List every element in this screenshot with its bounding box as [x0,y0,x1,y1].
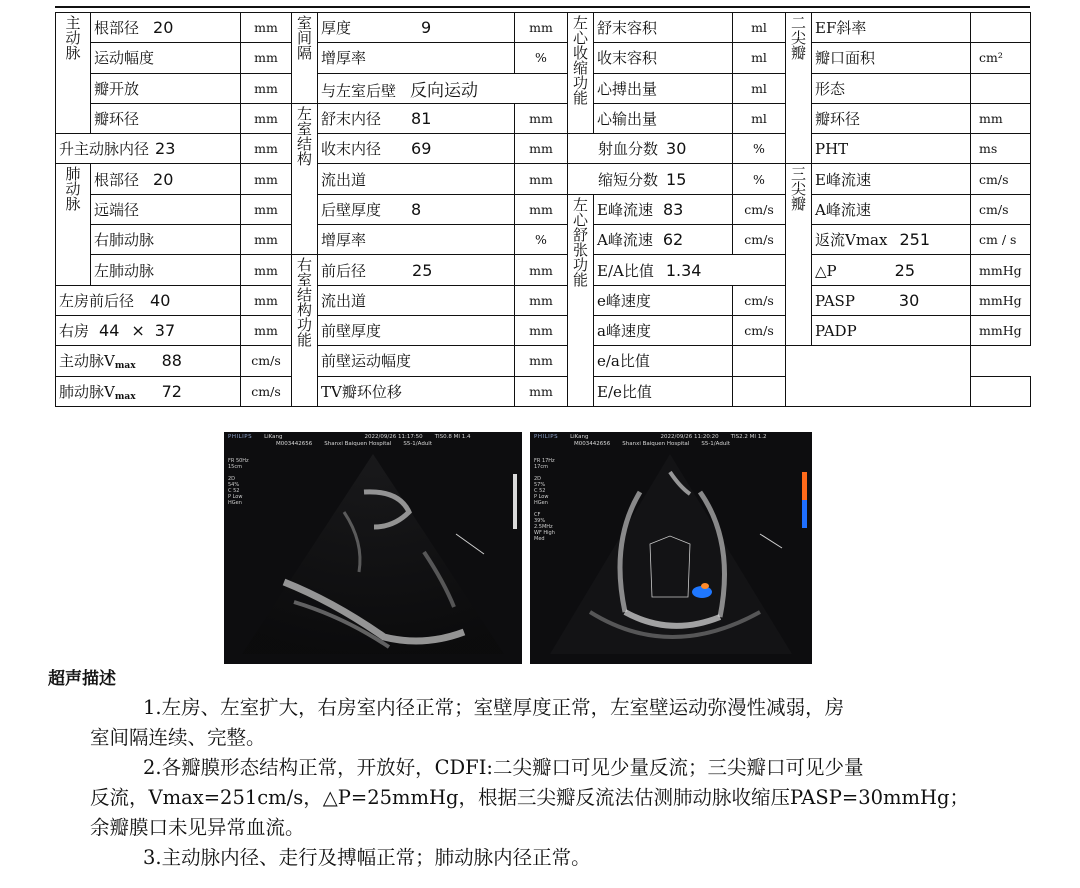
unit: ml [733,43,786,73]
ascending-aorta-cell: 升主动脉内径 23 [56,134,241,164]
unit: mm [241,164,292,194]
lv-systolic-section-label: 左心收缩功能 [568,13,594,134]
lv-ea-cell: E/A比值 1.34 [594,255,786,285]
pulmonary-root-cell: 根部径 20 [91,164,241,194]
unit: mm [241,134,292,164]
mitral-ef-slope-label: EF斜率 [812,13,971,43]
lv-fs-cell: 缩短分数 15 [568,164,733,194]
description-item-3: 3.主动脉内径、走行及搏幅正常；肺动脉内径正常。 [143,846,591,869]
pa-vmax-cell: 肺动脉$V_{max}$ 72 [56,376,241,406]
unit: cm/s [241,376,292,406]
lv-esv-label: 收末容积 [594,43,733,73]
unit: mm [515,13,568,43]
lv-pw-thick-label: 增厚率 [318,225,515,255]
unit: mm [241,13,292,43]
tricuspid-e-label: E峰流速 [812,164,971,194]
unit: mmHg [971,255,1031,285]
mitral-section-label: 二尖瓣 [786,13,812,164]
unit: mmHg [971,285,1031,315]
lv-co-label: 心输出量 [594,103,733,133]
unit: % [515,43,568,73]
description-item-2: 2.各瓣膜形态结构正常，开放好，CDFI:二尖瓣口可见少量反流；三尖瓣口可见少量 反流，Vmax=251cm/s，△P=25mmHg，根据三尖瓣反流法估测肺动脉收缩压PASP=30mmHg； 余瓣膜口未见异常血流。 [90,756,969,839]
tricuspid-empty-cell [786,346,971,407]
top-rule [55,6,1030,8]
unit [733,346,786,376]
la-cell: 左房前后径 40 [56,285,241,315]
unit: % [515,225,568,255]
lv-a-cell: A峰流速 62 [594,225,733,255]
unit: % [733,164,786,194]
unit: cm² [971,43,1031,73]
ultrasound-description [48,664,1038,873]
tricuspid-pasp-cell: PASP 30 [812,285,971,315]
aorta-valve-open-label: 瓣开放 [91,73,241,103]
tricuspid-a-label: A峰流速 [812,194,971,224]
unit: mm [515,285,568,315]
image-settings-left: FR 50Hz 15cm 2D 54% C 52 P Low HGen [228,458,249,506]
unit: mm [241,103,292,133]
septum-section-label: 室间隔 [292,13,318,104]
lv-e-cell: E峰流速 83 [594,194,733,224]
pulmonary-distal-label: 远端径 [91,194,241,224]
lv-edd-cell: 舒末内径 81 [318,103,515,133]
lv-diastolic-section-label: 左心舒张功能 [568,194,594,406]
pulmonary-right-label: 右肺动脉 [91,225,241,255]
rv-tv-label: TV瓣环位移 [318,376,515,406]
ultrasound-image-right [530,432,812,664]
unit: mm [515,255,568,285]
lv-a2-label: a峰速度 [594,315,733,345]
image-settings-right: FR 17Hz 17cm 2D 57% C 52 P Low HGen CF 39% 2.5MHz WF High Med [534,458,555,542]
echo-scan-right [530,432,812,664]
unit: cm/s [971,194,1031,224]
description-item-1: 1.左房、左室扩大，右房室内径正常；室壁厚度正常，左室壁运动弥漫性减弱，房 室间隔连续、完整。 [90,696,845,749]
measurement-table [55,12,1031,407]
lv-pw-cell: 后壁厚度 8 [318,194,515,224]
tricuspid-padp-label: PADP [812,315,971,345]
lv-esd-cell: 收末内径 69 [318,134,515,164]
image-header-right: PHILIPS LiKang 2022/09/26 11:20:20 TIS2.2 MI 1.2 M003442656 Shanxi Baiquen Hospital S5-1/Adult [534,434,767,447]
tricuspid-regurg-cell: 返流Vmax 251 [812,225,971,255]
septum-thickening-label: 增厚率 [318,43,515,73]
lv-e2-label: e峰速度 [594,285,733,315]
unit: mm [241,73,292,103]
unit: ml [733,73,786,103]
rv-section-label: 右室结构功能 [292,255,318,406]
ra-cell: 右房 44 × 37 [56,315,241,345]
aorta-annulus-label: 瓣环径 [91,103,241,133]
aorta-root-cell: 根部径 20 [91,13,241,43]
rv-aw-label: 前壁厚度 [318,315,515,345]
unit: cm/s [241,346,292,376]
unit: cm/s [733,225,786,255]
unit: cm/s [733,194,786,224]
unit: mm [241,315,292,345]
unit: % [733,134,786,164]
unit: mm [241,255,292,285]
unit: mm [241,225,292,255]
unit: ms [971,134,1031,164]
pulmonary-left-label: 左肺动脉 [91,255,241,285]
description-heading: 超声描述 [48,669,116,689]
lv-lvot-label: 流出道 [318,164,515,194]
ultrasound-image-left [224,432,522,664]
mitral-area-label: 瓣口面积 [812,43,971,73]
mitral-pht-label: PHT [812,134,971,164]
unit: mm [515,315,568,345]
tricuspid-section-label: 三尖瓣 [786,164,812,346]
lv-ea2-label: e/a比值 [594,346,733,376]
unit: cm/s [971,164,1031,194]
unit: mm [241,194,292,224]
unit: mm [515,164,568,194]
unit: cm/s [733,315,786,345]
unit: mm [515,376,568,406]
unit: mmHg [971,315,1031,345]
unit: mm [241,285,292,315]
ao-vmax-cell: 主动脉$V_{max}$ 88 [56,346,241,376]
rv-rvot-label: 流出道 [318,285,515,315]
rv-ap-cell: 前后径 25 [318,255,515,285]
unit [971,376,1031,406]
unit: ml [733,13,786,43]
lv-Ee-label: E/e比值 [594,376,733,406]
unit: ml [733,103,786,133]
lv-sv-label: 心搏出量 [594,73,733,103]
unit [971,13,1031,43]
unit: mm [515,346,568,376]
unit: cm/s [733,285,786,315]
mitral-annulus-label: 瓣环径 [812,103,971,133]
rv-aw-motion-label: 前壁运动幅度 [318,346,515,376]
ultrasound-images [224,432,812,664]
lv-section-label: 左室结构 [292,103,318,254]
unit: cm / s [971,225,1031,255]
aorta-motion-label: 运动幅度 [91,43,241,73]
unit: mm [515,103,568,133]
septum-vs-lvpw-cell: 与左室后壁 反向运动 [318,73,568,103]
pulmonary-section-label: 肺动脉 [56,164,91,285]
lv-ef-cell: 射血分数 30 [568,134,733,164]
septum-thickness-cell: 厚度 9 [318,13,515,43]
tricuspid-dp-cell: △P 25 [812,255,971,285]
aorta-section-label: 主动脉 [56,13,91,134]
unit: mm [515,194,568,224]
unit [971,73,1031,103]
unit: mm [971,103,1031,133]
echo-scan-left [224,432,522,664]
image-header-left: PHILIPS LiKang 2022/09/26 11:17:50 TIS0.8 MI 1.4 M003442656 Shanxi Baiquen Hospital S5-1/Adult [228,434,471,447]
unit: mm [241,43,292,73]
lv-edv-label: 舒末容积 [594,13,733,43]
mitral-morph-label: 形态 [812,73,971,103]
unit [733,376,786,406]
unit: mm [515,134,568,164]
